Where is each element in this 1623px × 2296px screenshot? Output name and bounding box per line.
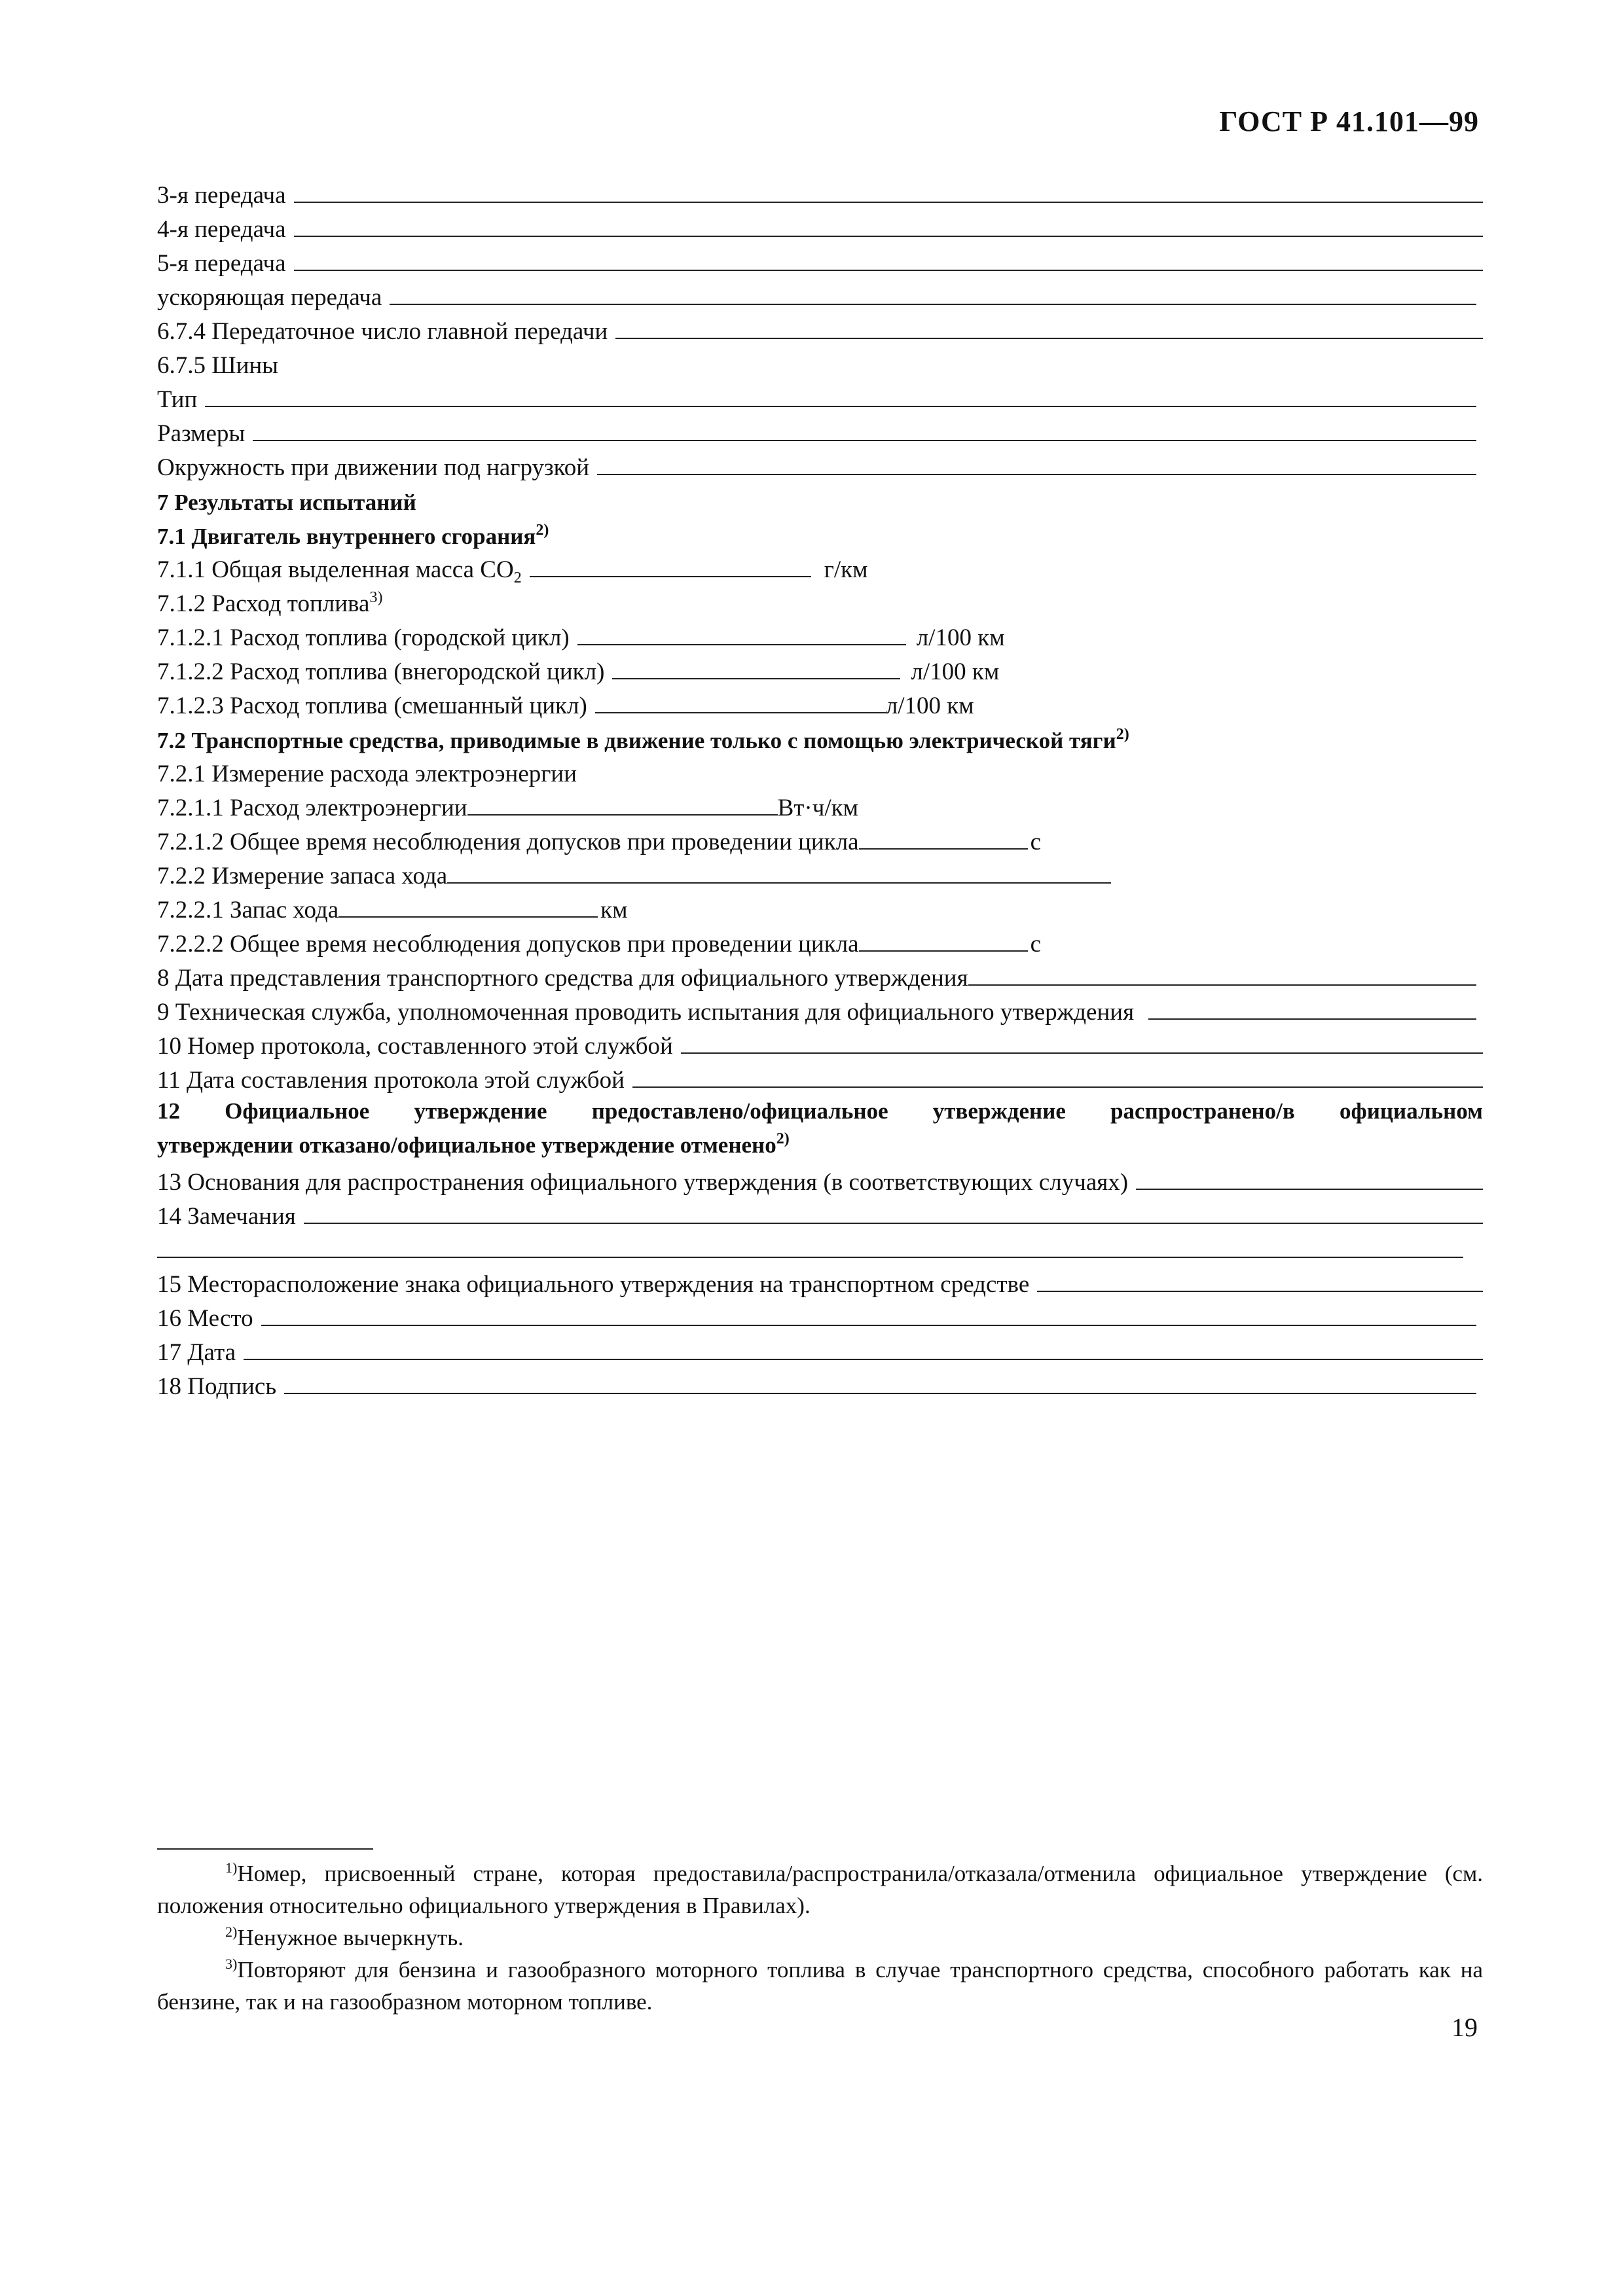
blank-fill-line[interactable] [284, 1393, 1476, 1394]
blank-fill-line[interactable] [632, 1086, 1483, 1088]
field-label: 7.2.1 Измерение расхода электроэнергии [157, 761, 577, 787]
blank-fill-line[interactable] [244, 1359, 1483, 1360]
form-line-fuel-consumption [157, 584, 1483, 618]
blank-fill-line[interactable] [615, 338, 1483, 339]
section-heading-electric [157, 720, 1483, 754]
field-label: 11 Дата составления протокола этой службой [157, 1067, 625, 1094]
blank-fill-line[interactable] [467, 814, 778, 816]
blank-fill-line[interactable] [530, 576, 811, 577]
footnotes [157, 1857, 1483, 2018]
heading-text [157, 728, 1129, 754]
field-label: 7.2.2.2 Общее время несоблюдения допусков при проведении цикла [157, 931, 859, 958]
form-line-report-date [157, 1060, 1483, 1094]
blank-fill-line[interactable] [595, 712, 886, 713]
page-number: 19 [1451, 2013, 1478, 2042]
footnote-mark: 3) [225, 1956, 238, 1972]
footnote-ref: 2) [536, 522, 549, 539]
blank-fill-line[interactable] [261, 1325, 1476, 1326]
field-label: 10 Номер протокола, составленного этой службой [157, 1033, 673, 1060]
blank-fill-line[interactable] [1136, 1189, 1483, 1190]
form-line-energy-measurement [157, 754, 1483, 788]
field-label: 3-я передача [157, 182, 286, 209]
form-line-tyre-size [157, 414, 1483, 448]
blank-fill-line[interactable] [577, 644, 906, 645]
footnote-mark: 2) [225, 1924, 238, 1940]
form-line-date [157, 1333, 1483, 1367]
field-label: 7.2.1.1 Расход электроэнергии [157, 795, 467, 821]
footnote-3 [157, 1954, 1483, 2018]
blank-fill-line[interactable] [294, 202, 1483, 203]
blank-fill-line[interactable] [859, 950, 1028, 952]
section-heading-ice [157, 516, 1483, 550]
field-label: 7.1.2.2 Расход топлива (внегородской цикл) [157, 658, 605, 685]
field-label: 6.7.4 Передаточное число главной передачи [157, 318, 608, 345]
form-line-tyres [157, 346, 1483, 380]
form-line-fuel-extra-urban [157, 652, 1483, 686]
footnote-mark: 1) [225, 1859, 238, 1876]
blank-fill-line[interactable] [157, 1257, 1463, 1258]
unit-label: л/100 км [911, 658, 1000, 685]
blank-fill-line[interactable] [294, 270, 1483, 271]
document-code-header: ГОСТ Р 41.101—99 [1219, 105, 1479, 137]
blank-fill-line[interactable] [390, 304, 1476, 305]
heading-text: 7 Результаты испытаний [157, 490, 416, 515]
blank-fill-line[interactable] [597, 474, 1476, 475]
field-label: Тип [157, 386, 198, 413]
blank-fill-line[interactable] [253, 440, 1476, 441]
unit-label: с [1030, 931, 1042, 958]
unit-label: Вт·ч/км [777, 795, 859, 821]
form-line-technical-service [157, 992, 1483, 1026]
subscript: 2 [513, 569, 522, 586]
blank-fill-line[interactable] [681, 1052, 1483, 1054]
form-line-remarks [157, 1196, 1483, 1230]
blank-fill-line[interactable] [859, 848, 1028, 850]
field-label: 7.1.2.3 Расход топлива (смешанный цикл) [157, 692, 587, 719]
heading-text [157, 524, 549, 550]
footnote-separator [157, 1848, 373, 1850]
heading-text-main: 7.2 Транспортные средства, приводимые в движение только с помощью электрической тяги [157, 728, 1116, 753]
form-line-tolerance-time-2 [157, 924, 1483, 958]
blank-fill-line[interactable] [304, 1223, 1483, 1224]
form-line-tyre-type [157, 380, 1483, 414]
approval-status-text: утверждении отказано/официальное утверждение отменено [157, 1132, 776, 1158]
form-line-fuel-combined [157, 686, 1483, 720]
form-line-co2-mass [157, 550, 1483, 584]
blank-fill-line[interactable] [612, 678, 900, 679]
form-line-remarks-continuation [157, 1230, 1483, 1265]
blank-fill-line[interactable] [294, 236, 1483, 237]
unit-label: км [600, 897, 628, 924]
field-label: 17 Дата [157, 1339, 236, 1366]
field-label: 9 Техническая служба, уполномоченная проводить испытания для официального утверждения [157, 999, 1135, 1026]
blank-fill-line[interactable] [1037, 1291, 1483, 1292]
unit-label: л/100 км [916, 624, 1005, 651]
form-line-approval-mark-location [157, 1265, 1483, 1299]
field-label: 16 Место [157, 1305, 253, 1332]
form-line-report-number [157, 1026, 1483, 1060]
unit-label: с [1030, 829, 1042, 855]
unit-label: г/км [824, 556, 868, 583]
section-label: 6.7.5 Шины [157, 352, 279, 379]
field-label: 14 Замечания [157, 1203, 296, 1230]
unit-label: л/100 км [885, 692, 974, 719]
blank-fill-line[interactable] [1148, 1018, 1476, 1020]
field-label [157, 590, 382, 618]
form-line-submission-date [157, 958, 1483, 992]
form-line-range [157, 890, 1483, 924]
form-line-energy-consumption [157, 788, 1483, 822]
field-label: 7.2.2 Измерение запаса хода [157, 863, 448, 889]
form-line-signature [157, 1367, 1483, 1401]
field-label: 13 Основания для распространения официального утверждения (в соответствующих случаях) [157, 1169, 1129, 1196]
footnote-1 [157, 1857, 1483, 1922]
form-line-range-measurement [157, 856, 1483, 890]
approval-status-line-1: 12 Официальное утверждение предоставлено/официальное утверждение распространено/в официальном [157, 1098, 1483, 1124]
blank-fill-line[interactable] [205, 406, 1476, 407]
approval-status-line-2 [157, 1128, 1483, 1162]
footnote-ref: 2) [1116, 726, 1129, 743]
footnote-text: Ненужное вычеркнуть. [237, 1925, 464, 1950]
field-label-text: 7.1.2 Расход топлива [157, 590, 370, 617]
form-line-gear-4 [157, 209, 1483, 243]
field-label: 4-я передача [157, 216, 286, 243]
field-label: ускоряющая передача [157, 284, 382, 311]
form-line-overdrive [157, 278, 1483, 312]
field-label: 8 Дата представления транспортного средства для официального утверждения [157, 965, 968, 992]
blank-fill-line[interactable] [447, 882, 1111, 884]
field-label: Размеры [157, 420, 246, 447]
field-label: 18 Подпись [157, 1373, 277, 1400]
blank-fill-line[interactable] [338, 916, 598, 918]
field-label: 7.2.1.2 Общее время несоблюдения допусков при проведении цикла [157, 829, 859, 855]
section-heading-test-results [157, 482, 1483, 516]
form-line-extension-grounds [157, 1162, 1483, 1196]
heading-text-main: 7.1 Двигатель внутреннего сгорания [157, 524, 536, 549]
field-label: 15 Месторасположение знака официального утверждения на транспортном средстве [157, 1271, 1030, 1298]
field-label-text: 7.1.1 Общая выделенная масса СО [157, 556, 514, 583]
form-line-final-drive-ratio [157, 312, 1483, 346]
form-content [157, 175, 1483, 1401]
blank-fill-line[interactable] [968, 984, 1476, 986]
form-line-gear-5 [157, 243, 1483, 278]
form-line-rolling-circumference [157, 448, 1483, 482]
field-label: 5-я передача [157, 250, 286, 277]
form-line-gear-3 [157, 175, 1483, 209]
footnote-text: Повторяют для бензина и газообразного моторного топлива в случае транспортного средства, способного работать как на бензине, так и на газообразном моторном топливе. [157, 1957, 1483, 2015]
form-line-tolerance-time-1 [157, 822, 1483, 856]
footnote-2 [157, 1922, 1483, 1954]
footnote-ref: 2) [776, 1130, 790, 1147]
footnote-ref: 3) [369, 589, 383, 606]
field-label: 7.2.2.1 Запас хода [157, 897, 339, 924]
form-line-place [157, 1299, 1483, 1333]
field-label [157, 556, 522, 584]
footnote-text: Номер, присвоенный стране, которая предоставила/распространила/отказала/отменила официальное утверждение (см. положения относительно официального утверждения в Правилах). [157, 1861, 1483, 1918]
field-label: 7.1.2.1 Расход топлива (городской цикл) [157, 624, 570, 651]
form-line-fuel-urban [157, 618, 1483, 652]
field-label: Окружность при движении под нагрузкой [157, 454, 590, 481]
